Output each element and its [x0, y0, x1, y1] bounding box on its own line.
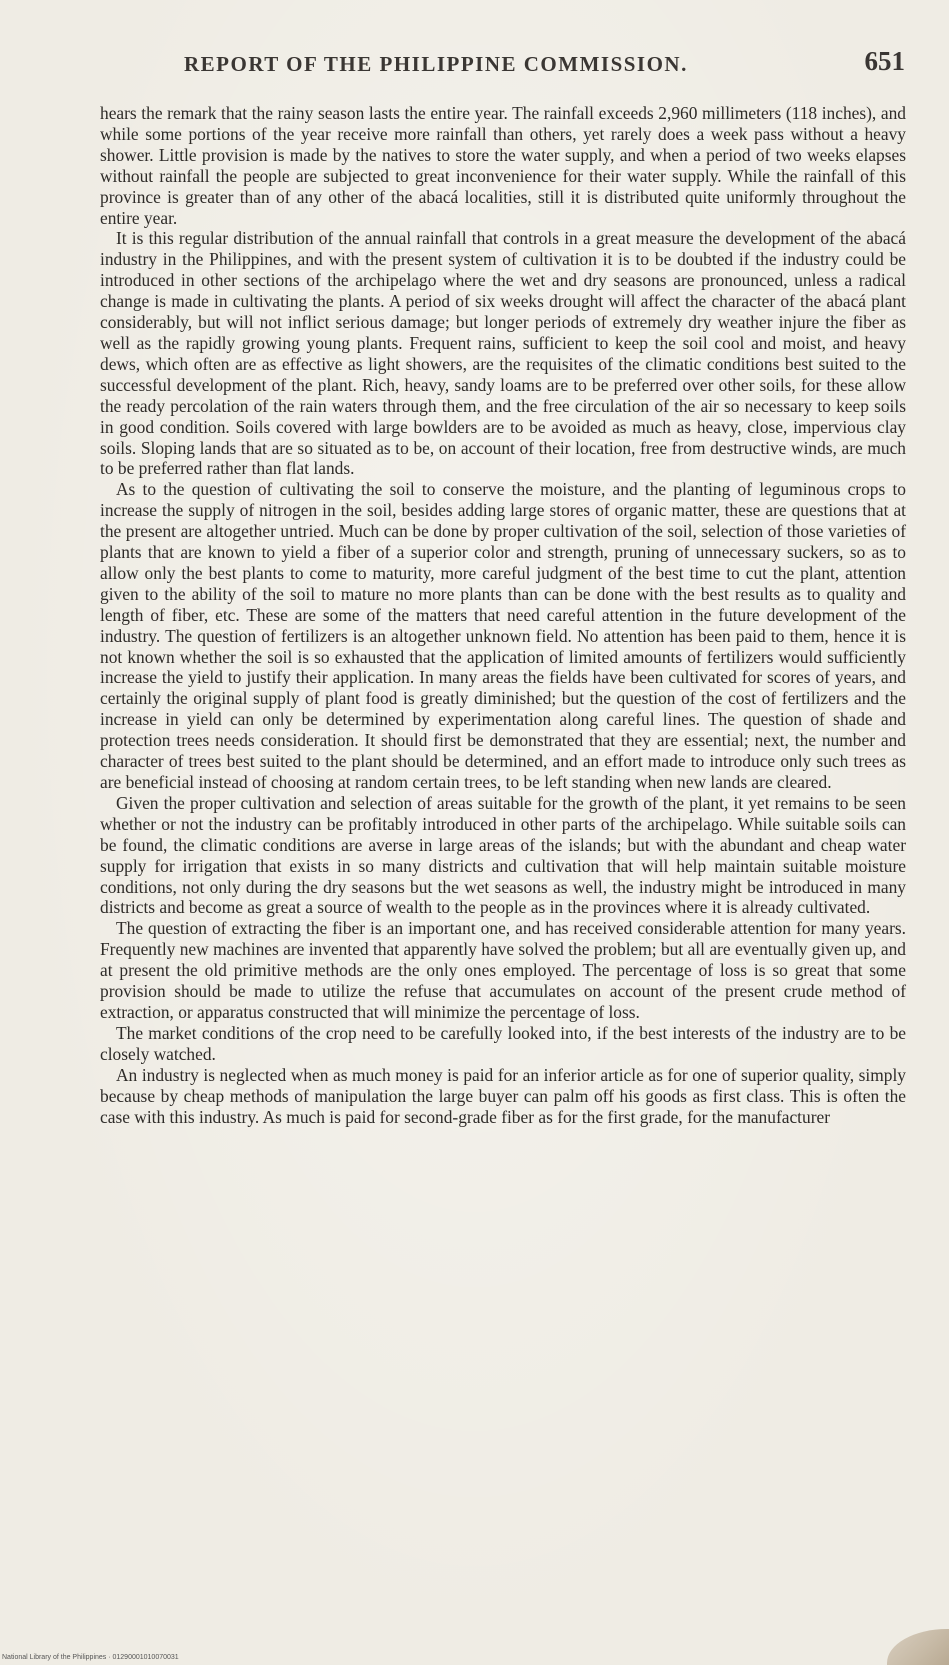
paragraph: The question of extracting the fiber is an important one, and has received considerable attention for many years. Frequently new machines are invented that apparently have solved the problem; but all are eventually given up, and at present the old primitive methods are the only ones employed. The percentage of loss is so great that some provision should be made to utilize the refuse that accumulates on account of the present crude method of extraction, or apparatus constructed that will minimize the percentage of loss.: [100, 918, 906, 1022]
page-header: [110, 44, 905, 84]
paragraph: hears the remark that the rainy season lasts the entire year. The rainfall exceeds 2,960 millimeters (118 inches), and while some portions of the year receive more rainfall than others, yet rarely does a week pass without a heavy shower. Little provision is made by the natives to store the water supply, and when a period of two weeks elapses without rainfall the people are subjected to great inconvenience for their water supply. While the rainfall of this province is greater than of any other of the abacá localities, still it is distributed quite uniformly throughout the entire year.: [100, 103, 906, 228]
paragraph: As to the question of cultivating the soil to conserve the moisture, and the planting of leguminous crops to increase the supply of nitrogen in the soil, besides adding large stores of organic matter, these are questions that at the present are altogether untried. Much can be done by proper cultivation of the soil, selection of those varieties of plants that are known to yield a fiber of a superior color and strength, pruning of unnecessary suckers, so as to allow only the best plants to come to maturity, more careful judgment of the best time to cut the plant, attention given to the ability of the soil to mature no more plants than can be done with the best results as to quality and length of fiber, etc. These are some of the matters that need careful attention in the future development of the industry. The question of fertilizers is an altogether unknown field. No attention has been paid to them, hence it is not known whether the soil is so exhausted that the application of limited amounts of fertilizers would sufficiently increase the yield to justify their application. In many areas the fields have been cultivated for scores of years, and certainly the original supply of plant food is greatly diminished; but the question of the cost of fertilizers and the increase in yield can only be determined by experimentation along careful lines. The question of shade and protection trees needs consideration. It should first be demonstrated that they are essential; next, the number and character of trees best suited to the plant should be determined, and an effort made to introduce only such trees as are beneficial instead of choosing at random certain trees, to be left standing when new lands are cleared.: [100, 479, 906, 792]
paragraph: An industry is neglected when as much money is paid for an inferior article as for one of superior quality, simply because by cheap methods of manipulation the large buyer can palm off his goods as first class. This is often the case with this industry. As much is paid for second-grade fiber as for the first grade, for the manufacturer: [100, 1064, 906, 1127]
scan-footer-note: National Library of the Philippines · 01290001010070031: [2, 1654, 179, 1661]
page-number: 651: [864, 46, 905, 76]
paragraph: It is this regular distribution of the annual rainfall that controls in a great measure the development of the abacá industry in the Philippines, and with the present system of cultivation it is to be doubted if the industry could be introduced in other sections of the archipelago where the wet and dry seasons are pronounced, unless a radical change is made in cultivating the plants. A period of six weeks drought will affect the character of the abacá plant considerably, but will not inflict serious damage; but longer periods of extremely dry weather injure the fiber as well as the rapidly growing young plants. Frequent rains, sufficient to keep the soil cool and moist, and heavy dews, which often are as effective as light showers, are the requisites of the climatic conditions best suited to the successful development of the plant. Rich, heavy, sandy loams are to be preferred over other soils, for these allow the ready percolation of the rain waters through them, and the free circulation of the air so necessary to keep soils in good condition. Soils covered with large bowlders are to be avoided as much as heavy, close, impervious clay soils. Sloping lands that are so situated as to be, on account of their location, free from destructive winds, are much to be preferred rather than flat lands.: [100, 228, 906, 479]
page-corner-curl: [887, 1629, 949, 1665]
body-text: [100, 103, 906, 1127]
running-head: REPORT OF THE PHILIPPINE COMMISSION.: [184, 52, 688, 76]
paragraph: The market conditions of the crop need to be carefully looked into, if the best interests of the industry are to be closely watched.: [100, 1022, 906, 1064]
paragraph: Given the proper cultivation and selection of areas suitable for the growth of the plant, it yet remains to be seen whether or not the industry can be profitably introduced in other parts of the archipelago. While suitable soils can be found, the climatic conditions are averse in large areas of the islands; but with the abundant and cheap water supply for irrigation that exists in so many districts and cultivation that will help maintain suitable moisture conditions, not only during the dry seasons but the wet seasons as well, the industry might be introduced in many districts and become as great a source of wealth to the people as in the provinces where it is already cultivated.: [100, 792, 906, 918]
